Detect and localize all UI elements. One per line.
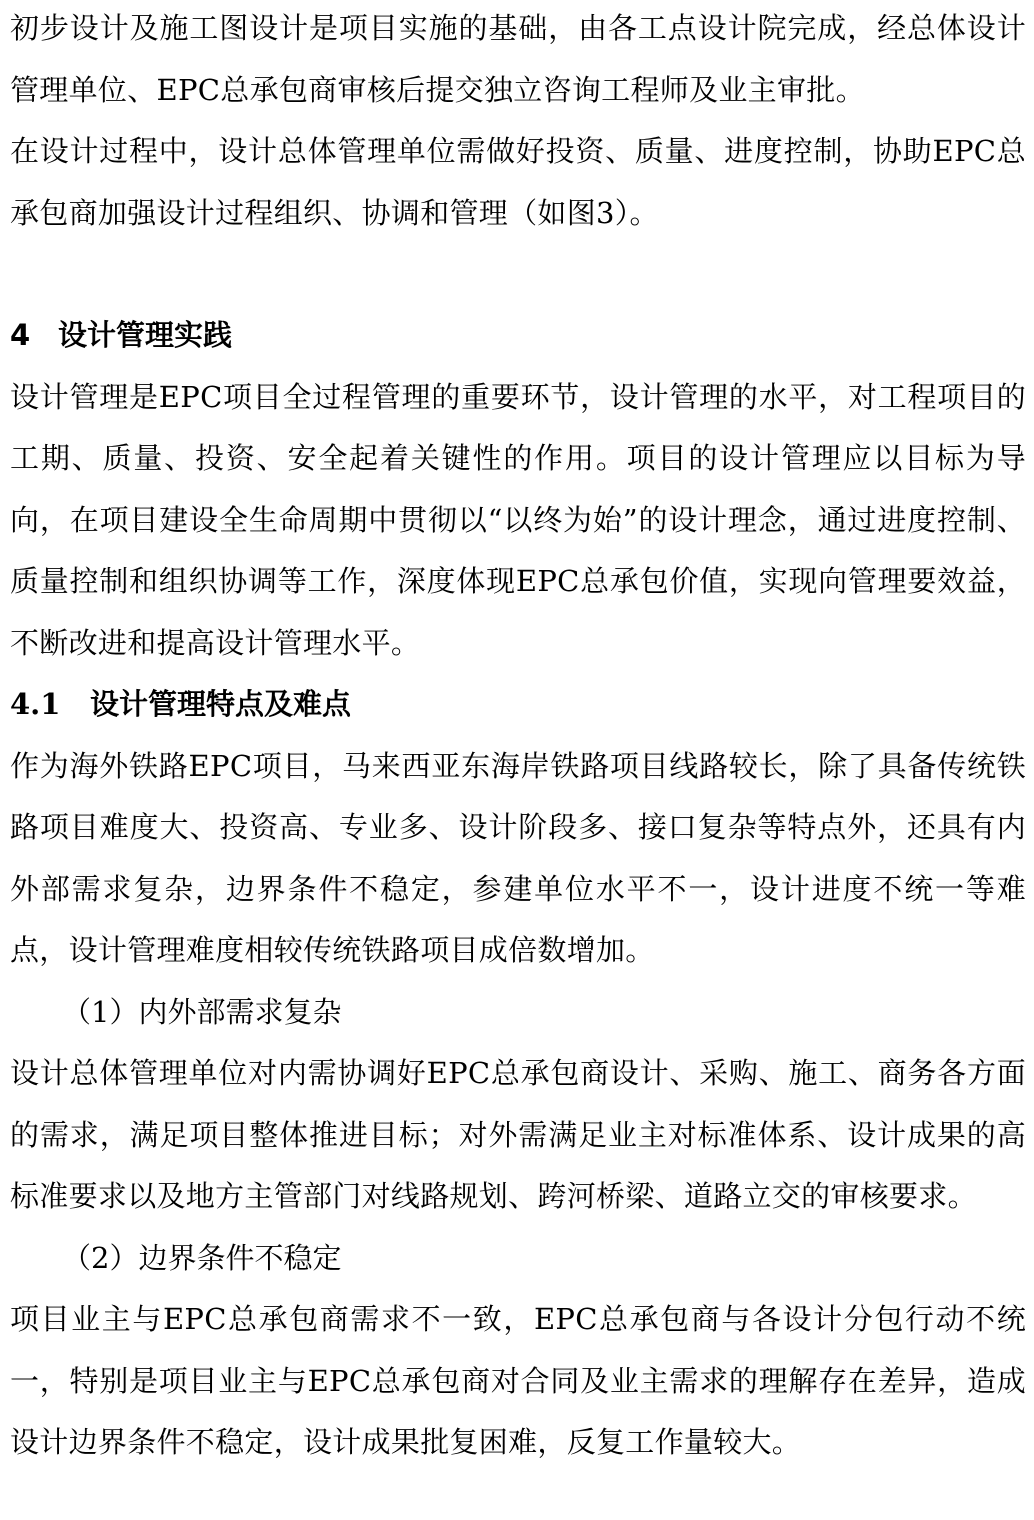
- section-4-1-heading: [10, 674, 1026, 736]
- section-4-1-paragraph: 作为海外铁路EPC项目，马来西亚东海岸铁路项目线路较长，除了具备传统铁路项目难度大、投资高、专业多、设计阶段多、接口复杂等特点外，还具有内外部需求复杂，边界条件不稳定，参建单位水平不一，设计进度不统一等难点，设计管理难度相较传统铁路项目成倍数增加。: [10, 748, 1026, 967]
- item-1-label: （1）内外部需求复杂: [62, 994, 342, 1029]
- section-4-number: 4: [10, 318, 31, 352]
- item-1-paragraph: 设计总体管理单位对内需协调好EPC总承包商设计、采购、施工、商务各方面的需求，满足项目整体推进目标；对外需满足业主对标准体系、设计成果的高标准要求以及地方主管部门对线路规划、跨河桥梁、道路立交的审核要求。: [10, 1056, 1026, 1213]
- item-2-paragraph: 项目业主与EPC总承包商需求不一致，EPC总承包商与各设计分包行动不统一，特别是项目业主与EPC总承包商对合同及业主需求的理解存在差异，造成设计边界条件不稳定，设计成果批复困难，反复工作量较大。: [10, 1302, 1026, 1459]
- section-4-1-title: 设计管理特点及难点: [90, 687, 352, 721]
- section-4-1-number: 4.1: [10, 687, 61, 721]
- item-2-label: （2）边界条件不稳定: [62, 1240, 342, 1275]
- section-4-heading: [10, 305, 1026, 367]
- section-4-paragraph: 设计管理是EPC项目全过程管理的重要环节，设计管理的水平，对工程项目的工期、质量、投资、安全起着关键性的作用。项目的设计管理应以目标为导向，在项目建设全生命周期中贯彻以“以终为始”的设计理念，通过进度控制、质量控制和组织协调等工作，深度体现EPC总承包价值，实现向管理要效益，不断改进和提高设计管理水平。: [10, 379, 1026, 660]
- section-gap: [10, 244, 1026, 305]
- paragraph-design-control: 在设计过程中，设计总体管理单位需做好投资、质量、进度控制，协助EPC总承包商加强设计过程组织、协调和管理（如图3）。: [10, 134, 1026, 230]
- paragraph-design-process: 初步设计及施工图设计是项目实施的基础，由各工点设计院完成，经总体设计管理单位、EPC总承包商审核后提交独立咨询工程师及业主审批。: [10, 11, 1026, 107]
- document-page: [10, 0, 1026, 1474]
- section-4-title: 设计管理实践: [58, 318, 233, 352]
